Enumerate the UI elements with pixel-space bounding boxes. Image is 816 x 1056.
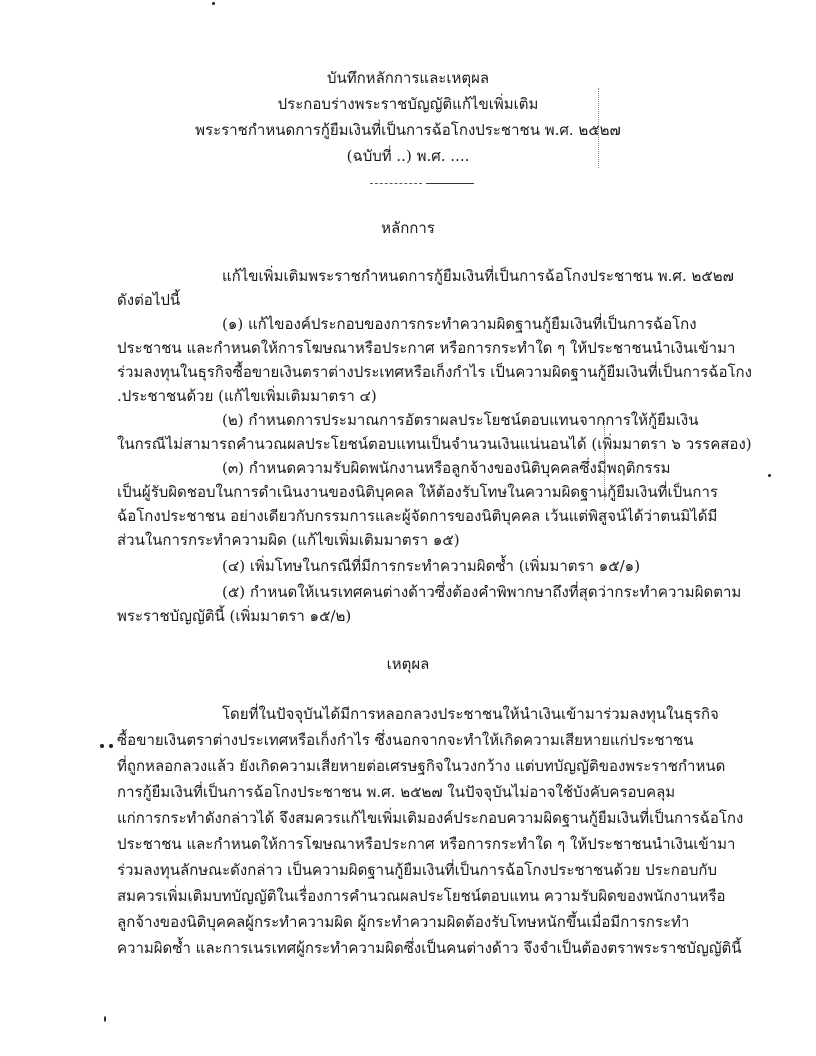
memo-title: บันทึกหลักการและเหตุผล	[326, 69, 490, 87]
scan-speck	[109, 744, 113, 748]
scan-speck	[768, 474, 771, 477]
principle-item-3-line-2: เป็นผู้รับผิดชอบในการดำเนินงานของนิติบุคคล ให้ต้องรับโทษในความผิดฐานกู้ยืมเงินที่เป็นการ	[117, 483, 718, 501]
principle-item-4: (๔) เพิ่มโทษในกรณีที่มีการกระทำความผิดซ้ำ (เพิ่มมาตรา ๑๕/๑)	[222, 557, 641, 575]
reasons-line-4: การกู้ยืมเงินที่เป็นการฉ้อโกงประชาชน พ.ศ. ๒๕๒๗ ในปัจจุบันไม่อาจใช้บังคับครอบคลุม	[117, 783, 676, 801]
memo-edition: (ฉบับที่ ..) พ.ศ. ....	[346, 147, 470, 165]
reasons-line-9: ลูกจ้างของนิติบุคคลผู้กระทำความผิด ผู้กระทำความผิดต้องรับโทษหนักขึ้นเมื่อมีการกระทำ	[117, 913, 690, 931]
principle-item-1-line-2: ประชาชน และกำหนดให้การโฆษณาหรือประกาศ หรือการกระทำใด ๆ ให้ประชาชนนำเงินเข้ามา	[117, 339, 736, 357]
memo-subtitle: ประกอบร่างพระราชบัญญัติแก้ไขเพิ่มเติม	[277, 95, 539, 113]
reasons-line-2: ซื้อขายเงินตราต่างประเทศหรือเก็งกำไร ซึ่งนอกจากจะทำให้เกิดความเสียหายแก่ประชาชน	[117, 731, 694, 749]
principle-item-3-line-3: ฉ้อโกงประชาชน อย่างเดียวกับกรรมการและผู้จัดการของนิติบุคคล เว้นแต่พิสูจน์ได้ว่าตนมิได้มี	[117, 507, 718, 525]
principle-item-5-line-2: พระราชบัญญัตินี้ (เพิ่มมาตรา ๑๕/๒)	[117, 607, 352, 625]
principle-item-3: (๓) กำหนดความรับผิดพนักงานหรือลูกจ้างของนิติบุคคลซึ่งมีพฤติกรรม	[222, 459, 671, 477]
scan-speck	[104, 1016, 106, 1022]
principle-item-1-line-4: .ประชาชนด้วย (แก้ไขเพิ่มเติมมาตรา ๔)	[117, 387, 377, 405]
scan-fold-mark-2	[604, 420, 605, 500]
principles-intro-cont: ดังต่อไปนี้	[117, 291, 181, 309]
principle-item-1: (๑) แก้ไของค์ประกอบของการกระทำความผิดฐานกู้ยืมเงินที่เป็นการฉ้อโกง	[222, 315, 697, 333]
principle-item-1-line-3: ร่วมลงทุนในธุรกิจซื้อขายเงินตราต่างประเทศหรือเก็งกำไร เป็นความผิดฐานกู้ยืมเงินที่เป็นการฉ้อโกง	[117, 363, 752, 381]
scan-speck	[100, 744, 104, 748]
reasons-line-1: โดยที่ในปัจจุบันได้มีการหลอกลวงประชาชนให้นำเงินเข้ามาร่วมลงทุนในธุรกิจ	[222, 705, 719, 723]
reasons-line-6: ประชาชน และกำหนดให้การโฆษณาหรือประกาศ หรือการกระทำใด ๆ ให้ประชาชนนำเงินเข้ามา	[117, 835, 736, 853]
principle-item-5: (๕) กำหนดให้เนรเทศคนต่างด้าวซึ่งต้องคำพิพากษาถึงที่สุดว่ากระทำความผิดตาม	[222, 583, 742, 601]
reasons-line-3: ที่ถูกหลอกลวงแล้ว ยังเกิดความเสียหายต่อเศรษฐกิจในวงกว้าง แต่บทบัญญัติของพระราชกำหนด	[117, 757, 726, 775]
header-divider-left	[370, 183, 422, 184]
principle-item-2: (๒) กำหนดการประมาณการอัตราผลประโยชน์ตอบแทนจากการให้กู้ยืมเงิน	[222, 411, 699, 429]
scan-fold-mark	[598, 88, 599, 168]
reasons-line-8: สมควรเพิ่มเติมบทบัญญัติในเรื่องการคำนวณผลประโยชน์ตอบแทน ความรับผิดของพนักงานหรือ	[117, 887, 726, 905]
reasons-line-10: ความผิดซ้ำ และการเนรเทศผู้กระทำความผิดซึ่งเป็นคนต่างด้าว จึงจำเป็นต้องตราพระราชบัญญัตินี้	[117, 939, 742, 957]
reasons-line-7: ร่วมลงทุนลักษณะดังกล่าว เป็นความผิดฐานกู้ยืมเงินที่เป็นการฉ้อโกงประชาชนด้วย ประกอบกับ	[117, 861, 718, 879]
principle-item-2-line-2: ในกรณีไม่สามารถคำนวณผลประโยชน์ตอบแทนเป็นจำนวนเงินแน่นอนได้ (เพิ่มมาตรา ๖ วรรคสอง)	[117, 435, 752, 453]
reasons-line-5: แก่การกระทำดังกล่าวได้ จึงสมควรแก้ไขเพิ่มเติมองค์ประกอบความผิดฐานกู้ยืมเงินที่เป็นการฉ้อโกง	[117, 809, 744, 827]
principle-item-3-line-4: ส่วนในการกระทำความผิด (แก้ไขเพิ่มเติมมาตรา ๑๕)	[117, 531, 460, 549]
reasons-heading: เหตุผล	[386, 655, 430, 673]
header-divider-right	[426, 183, 474, 184]
principles-intro: แก้ไขเพิ่มเติมพระราชกำหนดการกู้ยืมเงินที่เป็นการฉ้อโกงประชาชน พ.ศ. ๒๕๒๗	[222, 267, 734, 285]
memo-decree-name: พระราชกำหนดการกู้ยืมเงินที่เป็นการฉ้อโกงประชาชน พ.ศ. ๒๕๒๗	[195, 121, 621, 139]
scan-speck	[212, 2, 215, 5]
principles-heading: หลักการ	[381, 219, 435, 237]
